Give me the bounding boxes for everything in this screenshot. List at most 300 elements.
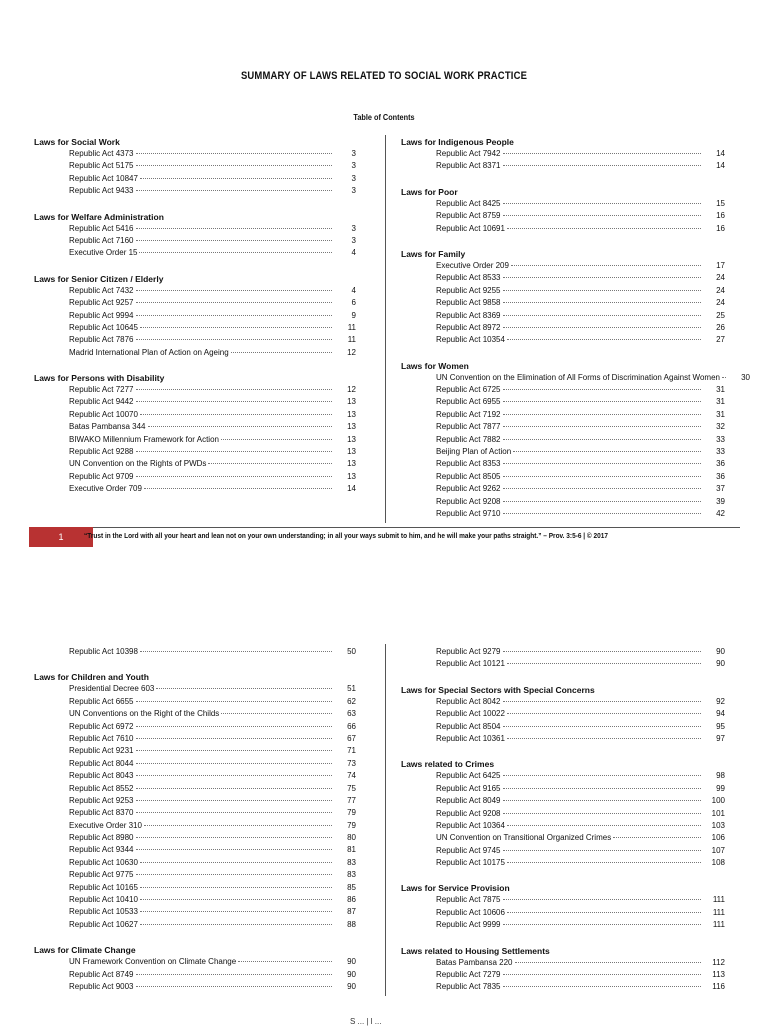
toc-entry-page: 111 — [712, 920, 725, 930]
toc-entry-page: 9 — [351, 310, 356, 320]
dot-leader — [507, 825, 701, 826]
toc-entry[interactable] — [401, 733, 725, 745]
toc-entry-label: Republic Act 9344 — [69, 845, 134, 855]
toc-entry-label: Republic Act 8043 — [69, 771, 134, 781]
dot-leader — [136, 339, 333, 340]
toc-entry[interactable] — [34, 458, 356, 470]
toc-entry[interactable] — [401, 646, 725, 658]
toc-left-column-page-2 — [34, 646, 356, 993]
toc-entry-page: 11 — [347, 322, 356, 332]
toc-entry[interactable] — [34, 223, 356, 235]
toc-entry-label: Republic Act 4373 — [69, 149, 134, 158]
toc-entry-label: Republic Act 7279 — [436, 970, 501, 980]
toc-entry[interactable] — [34, 396, 356, 408]
toc-entry[interactable] — [34, 721, 356, 733]
toc-entry-page: 97 — [716, 733, 725, 743]
toc-entry-page: 30 — [741, 372, 750, 382]
toc-entry-page: 6 — [351, 298, 356, 308]
toc-entry-label: Republic Act 9253 — [69, 795, 134, 805]
dot-leader — [136, 738, 333, 739]
toc-entry-label: Republic Act 6972 — [69, 721, 134, 731]
dot-leader — [140, 178, 332, 179]
toc-entry-label: Republic Act 6425 — [436, 771, 501, 781]
toc-entry-label: Republic Act 9208 — [436, 496, 501, 506]
toc-entry[interactable] — [34, 857, 356, 869]
dot-leader — [511, 265, 701, 266]
toc-entry[interactable] — [34, 758, 356, 770]
toc-entry[interactable] — [34, 434, 356, 446]
toc-entry-label: Republic Act 7432 — [69, 285, 134, 295]
dot-leader — [136, 302, 333, 303]
toc-entry[interactable] — [401, 310, 725, 322]
toc-entry[interactable] — [401, 210, 725, 222]
dot-leader — [231, 352, 332, 353]
dot-leader — [136, 812, 333, 813]
document-title: SUMMARY OF LAWS RELATED TO SOCIAL WORK PRACTICE — [240, 70, 528, 82]
toc-entry[interactable] — [401, 148, 725, 160]
toc-entry-label: Republic Act 8504 — [436, 721, 501, 731]
toc-entry-label: Executive Order 209 — [436, 260, 509, 270]
toc-entry-label: Republic Act 9709 — [69, 471, 134, 481]
toc-entry-page: 67 — [347, 733, 356, 743]
toc-entry-label: Republic Act 8980 — [69, 833, 134, 843]
dot-leader — [156, 688, 332, 689]
dot-leader — [507, 663, 701, 664]
toc-entry[interactable] — [34, 421, 356, 433]
toc-entry[interactable] — [34, 745, 356, 757]
toc-entry-label: Republic Act 7835 — [436, 982, 501, 992]
section-title: Laws for Service Provision — [401, 883, 510, 894]
toc-entry-page: 113 — [712, 970, 725, 980]
dot-leader — [503, 899, 702, 900]
section-gap — [401, 347, 725, 360]
toc-entry[interactable] — [34, 919, 356, 931]
toc-entry[interactable] — [401, 658, 725, 670]
toc-entry-page: 90 — [347, 969, 356, 979]
dot-leader — [503, 327, 702, 328]
toc-entry-label: UN Convention on the Rights of PWDs — [69, 459, 207, 469]
dot-leader — [503, 651, 702, 652]
dot-leader — [507, 713, 701, 714]
footer-quote: “Trust in the Lord with all your heart and lean not on your own understanding; in all your ways submit to him, and he will make your paths straight.” – Prov. 3:5-6 | © 2017 — [84, 531, 608, 540]
toc-entry[interactable] — [401, 223, 725, 235]
toc-entry-label: Republic Act 8552 — [69, 783, 134, 793]
toc-entry[interactable] — [401, 832, 725, 844]
toc-entry[interactable] — [401, 471, 725, 483]
toc-entry-page: 12 — [347, 347, 356, 357]
dot-leader — [503, 726, 702, 727]
toc-entry[interactable] — [401, 458, 725, 470]
toc-entry[interactable] — [401, 820, 725, 832]
dot-leader — [136, 228, 333, 229]
toc-left-column — [34, 136, 356, 496]
toc-entry[interactable] — [401, 434, 725, 446]
toc-entry-page: 85 — [347, 882, 356, 892]
dot-leader — [503, 924, 702, 925]
toc-entry[interactable] — [34, 148, 356, 160]
toc-entry-label: Executive Order 310 — [69, 820, 142, 830]
dot-leader — [503, 426, 702, 427]
dot-leader — [140, 887, 332, 888]
toc-entry[interactable] — [34, 906, 356, 918]
toc-entry[interactable] — [401, 919, 725, 931]
section-title: Laws for Special Sectors with Special Concerns — [401, 684, 595, 695]
toc-entry[interactable] — [401, 483, 725, 495]
dot-leader — [136, 165, 333, 166]
toc-entry-label: Republic Act 8049 — [436, 796, 501, 806]
toc-entry-label: Republic Act 7876 — [69, 335, 134, 345]
toc-entry-page: 31 — [716, 385, 725, 395]
dot-leader — [136, 701, 333, 702]
toc-entry-page: 63 — [347, 709, 356, 719]
toc-entry-label: Republic Act 10410 — [69, 895, 138, 905]
section-gap — [401, 932, 725, 945]
toc-entry-label: Republic Act 10606 — [436, 907, 505, 917]
toc-entry[interactable] — [401, 770, 725, 782]
toc-entry-label: Republic Act 10070 — [69, 409, 138, 419]
toc-entry-page: 27 — [716, 335, 725, 345]
dot-leader — [503, 290, 702, 291]
toc-entry-label: Republic Act 8370 — [69, 808, 134, 818]
toc-entry[interactable] — [34, 807, 356, 819]
toc-entry-page: 90 — [716, 647, 725, 656]
toc-entry-page: 66 — [347, 721, 356, 731]
toc-entry-label: Republic Act 8369 — [436, 310, 501, 320]
toc-entry[interactable] — [34, 646, 356, 658]
toc-entry-label: Republic Act 9433 — [69, 186, 134, 196]
toc-entry-label: Republic Act 10361 — [436, 733, 505, 743]
toc-entry[interactable] — [34, 696, 356, 708]
toc-entry[interactable] — [34, 160, 356, 172]
section-gap — [401, 671, 725, 684]
toc-entry-page: 83 — [347, 870, 356, 880]
dot-leader — [503, 974, 702, 975]
toc-entry-label: Republic Act 9288 — [69, 447, 134, 457]
toc-entry[interactable] — [34, 708, 356, 720]
toc-entry-label: Republic Act 7277 — [69, 385, 134, 395]
dot-leader — [136, 476, 333, 477]
section-title: Laws for Social Work — [34, 137, 120, 147]
toc-entry[interactable] — [34, 869, 356, 881]
toc-entry[interactable] — [401, 808, 725, 820]
toc-entry-page: 14 — [347, 484, 356, 494]
toc-entry-page: 4 — [351, 285, 356, 295]
toc-entry-page: 42 — [716, 508, 725, 518]
dot-leader — [503, 850, 702, 851]
dot-leader — [503, 439, 702, 440]
dot-leader — [221, 713, 332, 714]
toc-entry-page: 95 — [716, 721, 725, 731]
toc-entry[interactable] — [34, 832, 356, 844]
toc-entry-label: Republic Act 10121 — [436, 659, 505, 669]
toc-entry[interactable] — [34, 894, 356, 906]
dot-leader — [140, 651, 332, 652]
dot-leader — [136, 726, 333, 727]
toc-entry-label: Republic Act 9710 — [436, 508, 501, 518]
dot-leader — [507, 738, 701, 739]
dot-leader — [136, 315, 333, 316]
toc-entry-label: Republic Act 10398 — [69, 647, 138, 656]
dot-leader — [136, 837, 333, 838]
toc-entry[interactable] — [34, 882, 356, 894]
toc-entry[interactable] — [34, 783, 356, 795]
toc-entry[interactable] — [401, 857, 725, 869]
toc-entry-page: 116 — [712, 982, 725, 992]
toc-entry-label: Republic Act 8042 — [436, 696, 501, 706]
toc-entry-label: UN Convention on Transitional Organized Crimes — [436, 833, 612, 843]
toc-entry[interactable] — [401, 421, 725, 433]
toc-entry-page: 13 — [347, 447, 356, 457]
toc-entry[interactable] — [401, 160, 725, 172]
toc-entry-label: Republic Act 9858 — [436, 298, 501, 308]
toc-entry[interactable] — [401, 708, 725, 720]
toc-entry[interactable] — [34, 683, 356, 695]
toc-entry[interactable] — [34, 844, 356, 856]
toc-entry[interactable] — [401, 260, 725, 272]
section-gap — [401, 869, 725, 882]
toc-entry-page: 74 — [347, 771, 356, 781]
toc-entry-page: 90 — [347, 957, 356, 967]
dot-leader — [136, 389, 333, 390]
toc-entry[interactable] — [34, 795, 356, 807]
section-gap — [401, 173, 725, 186]
section-gap — [34, 658, 356, 671]
dot-leader — [503, 488, 702, 489]
dot-leader — [503, 813, 702, 814]
toc-entry-label: Republic Act 10645 — [69, 322, 138, 332]
dot-leader — [136, 986, 333, 987]
toc-entry-page: 81 — [347, 845, 356, 855]
dot-leader — [136, 775, 333, 776]
dot-leader — [503, 277, 702, 278]
toc-entry[interactable] — [401, 981, 725, 993]
toc-entry-page: 13 — [347, 422, 356, 432]
toc-entry[interactable] — [401, 272, 725, 284]
toc-entry[interactable] — [34, 770, 356, 782]
toc-entry-label: Republic Act 9255 — [436, 285, 501, 295]
toc-entry[interactable] — [401, 446, 725, 458]
toc-entry[interactable] — [34, 347, 356, 359]
toc-entry[interactable] — [401, 198, 725, 210]
dot-leader — [503, 153, 702, 154]
toc-entry-label: Republic Act 8505 — [436, 471, 501, 481]
toc-entry-page: 13 — [347, 471, 356, 481]
toc-entry[interactable] — [401, 508, 725, 520]
toc-entry[interactable] — [401, 957, 725, 969]
toc-entry-label: Republic Act 7882 — [436, 434, 501, 444]
toc-entry-page: 79 — [347, 820, 356, 830]
toc-entry-page: 94 — [716, 709, 725, 719]
section-title: Laws for Welfare Administration — [34, 211, 164, 222]
toc-entry-label: Republic Act 6725 — [436, 385, 501, 395]
toc-entry-label: Republic Act 8533 — [436, 273, 501, 283]
dot-leader — [503, 788, 702, 789]
toc-entry-page: 3 — [351, 149, 356, 158]
dot-leader — [136, 788, 333, 789]
dot-leader — [503, 986, 702, 987]
toc-entry[interactable] — [34, 185, 356, 197]
toc-entry[interactable] — [401, 384, 725, 396]
toc-entry-page: 24 — [716, 298, 725, 308]
toc-right-column — [401, 136, 750, 520]
section-title: Laws for Senior Citizen / Elderly — [34, 273, 164, 284]
dot-leader — [140, 899, 332, 900]
toc-entry-label: Republic Act 9262 — [436, 484, 501, 494]
toc-entry[interactable] — [401, 409, 725, 421]
toc-entry[interactable] — [34, 956, 356, 968]
toc-entry[interactable] — [34, 409, 356, 421]
toc-entry-page: 99 — [716, 783, 725, 793]
toc-entry[interactable] — [34, 483, 356, 495]
toc-entry[interactable] — [401, 783, 725, 795]
toc-entry[interactable] — [401, 496, 725, 508]
dot-leader — [144, 488, 332, 489]
toc-entry-label: Executive Order 709 — [69, 484, 142, 494]
dot-leader — [136, 401, 333, 402]
toc-entry-page: 108 — [711, 858, 725, 868]
toc-entry[interactable] — [401, 845, 725, 857]
toc-entry-label: Republic Act 8749 — [69, 969, 134, 979]
toc-entry-label: Republic Act 7875 — [436, 895, 501, 905]
toc-entry-page: 13 — [347, 459, 356, 469]
toc-entry[interactable] — [34, 247, 356, 259]
dot-leader — [513, 451, 701, 452]
toc-entry-label: Republic Act 8972 — [436, 322, 501, 332]
toc-entry[interactable] — [34, 471, 356, 483]
toc-entry-page: 83 — [347, 857, 356, 867]
dot-leader — [503, 775, 702, 776]
toc-entry[interactable] — [401, 372, 750, 384]
toc-entry-label: Republic Act 8353 — [436, 459, 501, 469]
toc-entry-label: Batas Pambansa 220 — [436, 957, 513, 967]
toc-entry-label: Republic Act 10175 — [436, 858, 505, 868]
toc-entry-page: 73 — [347, 758, 356, 768]
toc-entry-label: Republic Act 9442 — [69, 397, 134, 407]
toc-entry-page: 62 — [347, 696, 356, 706]
dot-leader — [144, 825, 332, 826]
toc-entry-label: Republic Act 10022 — [436, 709, 505, 719]
toc-entry[interactable] — [401, 334, 725, 346]
toc-entry[interactable] — [34, 733, 356, 745]
toc-entry-page: 16 — [716, 211, 725, 221]
dot-leader — [507, 228, 701, 229]
toc-entry-label: Republic Act 7160 — [69, 235, 134, 245]
toc-entry[interactable] — [34, 820, 356, 832]
toc-entry-page: 12 — [347, 385, 356, 395]
toc-entry[interactable] — [401, 285, 725, 297]
toc-entry[interactable] — [34, 310, 356, 322]
dot-leader — [136, 849, 333, 850]
toc-entry-page: 107 — [711, 845, 725, 855]
dot-leader — [503, 501, 702, 502]
dot-leader — [613, 837, 701, 838]
toc-entry-page: 3 — [351, 223, 356, 233]
toc-entry-page: 3 — [351, 235, 356, 245]
toc-entry[interactable] — [34, 446, 356, 458]
toc-entry-page: 77 — [347, 795, 356, 805]
toc-entry[interactable] — [401, 795, 725, 807]
toc-entry-page: 26 — [716, 322, 725, 332]
toc-entry[interactable] — [401, 696, 725, 708]
toc-entry[interactable] — [34, 285, 356, 297]
section-gap — [34, 359, 356, 372]
dot-leader — [515, 962, 702, 963]
toc-entry[interactable] — [34, 981, 356, 993]
toc-entry[interactable] — [401, 396, 725, 408]
toc-entry-label: Republic Act 9165 — [436, 783, 501, 793]
toc-entry-label: Republic Act 10165 — [69, 882, 138, 892]
toc-entry-page: 3 — [351, 186, 356, 196]
toc-entry-page: 36 — [716, 471, 725, 481]
toc-entry[interactable] — [34, 334, 356, 346]
dot-leader — [140, 911, 332, 912]
column-divider — [385, 135, 386, 523]
toc-entry[interactable] — [34, 235, 356, 247]
toc-entry-page: 4 — [351, 248, 356, 258]
toc-entry-label: Republic Act 8371 — [436, 161, 501, 171]
toc-entry-page: 98 — [716, 771, 725, 781]
toc-entry-page: 86 — [347, 895, 356, 905]
dot-leader — [503, 476, 702, 477]
toc-entry-page: 90 — [347, 981, 356, 991]
toc-entry[interactable] — [401, 907, 725, 919]
dot-leader — [136, 290, 333, 291]
toc-entry[interactable] — [34, 384, 356, 396]
dot-leader — [238, 961, 332, 962]
toc-entry-page: 101 — [711, 808, 725, 818]
toc-entry-label: Republic Act 9208 — [436, 808, 501, 818]
toc-entry-page: 14 — [716, 149, 725, 158]
toc-entry-page: 87 — [347, 907, 356, 917]
dot-leader — [139, 252, 332, 253]
toc-entry-label: Republic Act 10627 — [69, 919, 138, 929]
toc-entry-label: Batas Pambansa 344 — [69, 422, 146, 432]
dot-leader — [503, 463, 702, 464]
toc-entry-label: Republic Act 6955 — [436, 397, 501, 407]
toc-entry[interactable] — [34, 297, 356, 309]
toc-entry[interactable] — [34, 322, 356, 334]
dot-leader — [140, 414, 332, 415]
toc-entry-page: 11 — [347, 335, 356, 345]
toc-entry-label: Republic Act 8425 — [436, 198, 501, 208]
toc-entry[interactable] — [34, 173, 356, 185]
toc-entry-label: Executive Order 15 — [69, 248, 138, 258]
toc-entry[interactable] — [401, 297, 725, 309]
dot-leader — [136, 800, 333, 801]
toc-entry[interactable] — [34, 969, 356, 981]
toc-entry-page: 50 — [347, 647, 356, 656]
toc-entry-page: 33 — [716, 434, 725, 444]
toc-entry-page: 17 — [716, 260, 725, 270]
toc-entry[interactable] — [401, 322, 725, 334]
toc-entry-label: Republic Act 9745 — [436, 845, 501, 855]
dot-leader — [136, 190, 333, 191]
toc-entry-page: 24 — [716, 273, 725, 283]
toc-entry[interactable] — [401, 721, 725, 733]
toc-entry-page: 88 — [347, 919, 356, 929]
toc-entry-label: Republic Act 7192 — [436, 409, 501, 419]
toc-entry-label: Madrid International Plan of Action on Ageing — [69, 347, 229, 357]
toc-entry-label: Republic Act 9999 — [436, 920, 501, 930]
toc-entry[interactable] — [401, 969, 725, 981]
toc-entry[interactable] — [401, 894, 725, 906]
toc-right-column-page-2 — [401, 646, 725, 994]
toc-entry-page: 16 — [716, 223, 725, 233]
column-divider-page-2 — [385, 644, 386, 996]
toc-entry-page: 39 — [716, 496, 725, 506]
toc-entry-label: UN Convention on the Elimination of All Forms of Discrimination Against Women — [436, 372, 720, 382]
toc-entry-label: Republic Act 10533 — [69, 907, 138, 917]
